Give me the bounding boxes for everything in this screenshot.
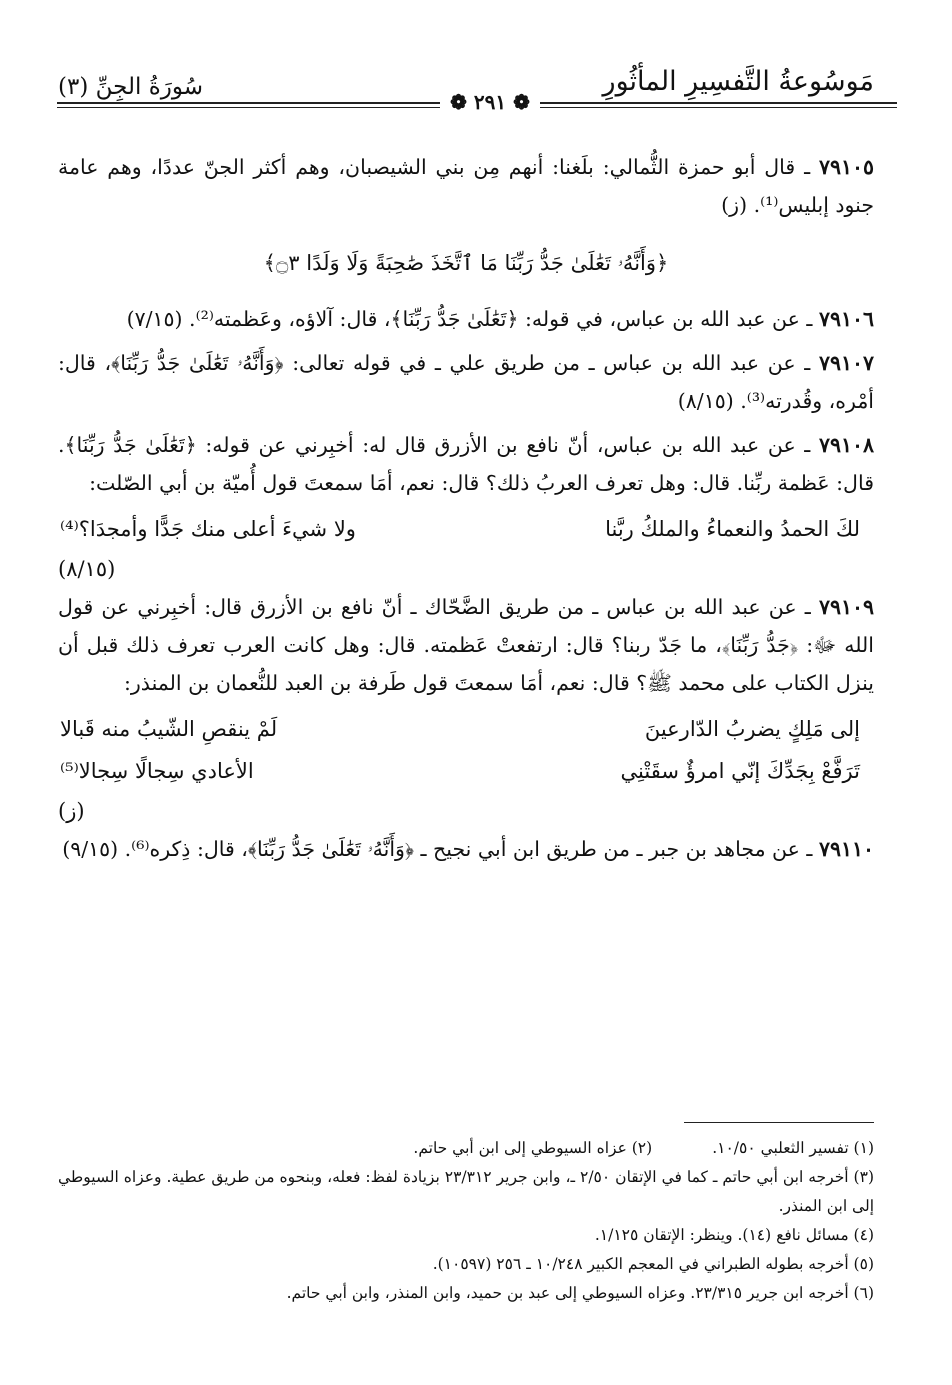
footnotes [58,1134,874,1308]
footnote-3: (٣) أخرجه ابن أبي حاتم ـ كما في الإتقان ٢/٥٠ ـ، وابن جرير ٢٣/٣١٢ بزيادة لفظ: فعله، وبنحوه من طريق عطية. وعزاه السيوطي إلى ابن المنذر. [58,1168,874,1215]
surah-title: سُورَةُ الجِنِّ (٣) [58,74,204,100]
entry-number: ٧٩١٠٨ [818,433,874,457]
entry-number: ٧٩١٠٥ [818,155,874,179]
page-number: ❁ ٢٩١ ❁ [450,90,530,114]
entry-number: ٧٩١١٠ [818,837,874,861]
entry-text: ـ عن عبد الله بن عباس، أنّ نافع بن الأزرق قال له: أخبِرني عن قوله: ﴿تَعَٰلَىٰ جَدُّ رَبِّنَا﴾. قال: عَظمة ربِّنا. قال: وهل تعرف العربُ ذلك؟ قال: نعم، أمَا سمعتَ قول أُميّة بن أبي الصّلت: [58,433,874,495]
footnote-separator [684,1122,874,1123]
verse-second-half: الأعادي سِجالًا سِجالا⁽⁵⁾ [60,759,254,783]
citation: (٨/١٥) [58,557,116,581]
footnote-1: (١) تفسير الثعلبي ١٠/٥٠. [712,1139,874,1157]
poem-umayya [58,508,874,588]
entry-79106 [58,300,874,338]
verse-second-half: لَمْ ينقصِ الشّيبُ منه قَبالا [60,717,278,741]
verse-first-half: تَرَفَّعْ بِجَدِّكَ إنّي امرؤٌ سقَتْنِي [620,759,860,783]
footnote-5: (٥) أخرجه بطوله الطبراني في المعجم الكبير ١٠/٢٤٨ ـ ٢٥٦ (١٠٥٩٧). [432,1255,874,1273]
header-rule-right-thin [540,107,897,108]
entry-text: ـ عن عبد الله بن عباس، في قوله: ﴿تَعَٰلَىٰ جَدُّ رَبِّنَا﴾، قال: آلاؤه، وعَظمته⁽²⁾. (٧/١٥) [126,307,819,331]
footnote-6: (٦) أخرجه ابن جرير ٢٣/٣١٥. وعزاه السيوطي إلى عبد بن حميد، وابن المنذر، وابن أبي حاتم. [286,1284,874,1302]
entry-79109 [58,588,874,702]
entry-text: ـ عن عبد الله بن عباس ـ من طريق علي ـ في قوله تعالى: ﴿وَأَنَّهُۥ تَعَٰلَىٰ جَدُّ رَبِّنَا﴾، قال: أمْره، وقُدرته⁽³⁾. (٨/١٥) [58,351,874,413]
entry-79108 [58,426,874,502]
verse-first-half: إلى مَلِكٍ يضربُ الدّارعينَ [644,717,860,741]
footnote-4: (٤) مسائل نافع (١٤). وينظر: الإتقان ١/١٢٥. [594,1226,874,1244]
header-rule-right [540,102,897,104]
page-body [58,148,874,874]
entry-79110 [58,830,874,868]
verse-first-half: لكَ الحمدُ والنعماءُ والملكُ ربَّنا [605,517,860,541]
header-rule-left [57,102,440,104]
poem-tarafa [58,708,874,830]
header-rule-left-thin [57,107,440,108]
entry-text: ـ قال أبو حمزة الثُّمالي: بلَغنا: أنهم مِن بني الشيصبان، وهم أكثر الجنّ عددًا، وهم عامة جنود إبليس⁽¹⁾. (ز) [58,155,874,217]
citation: (ز) [58,799,85,823]
entry-text: ـ عن مجاهد بن جبر ـ من طريق ابن أبي نجيح ـ ﴿وَأَنَّهُۥ تَعَٰلَىٰ جَدُّ رَبِّنَا﴾، قال: ذِكره⁽⁶⁾. (٩/١٥) [62,837,819,861]
entry-number: ٧٩١٠٦ [818,307,874,331]
footnote-2: (٢) عزاه السيوطي إلى ابن أبي حاتم. [413,1139,653,1157]
entry-number: ٧٩١٠٧ [818,351,874,375]
encyclopedia-title: مَوسُوعةُ التَّفسِيرِ المأثُورِ [602,66,874,97]
verse-second-half: ولا شيءَ أعلى منك جَدًّا وأمجدَا؟⁽⁴⁾ [60,517,356,541]
entry-text: ـ عن عبد الله بن عباس ـ من طريق الضَّحّاك ـ أنّ نافع بن الأزرق قال: أخبِرني عن قول الله ﷻ: ﴿جَدُّ رَبِّنَا﴾، ما جَدّ ربنا؟ قال: ارتفعتْ عَظمته. قال: وهل كانت العرب تعرف ذلك قبل أن ينزل الكتاب على محمد ﷺ؟ قال: نعم، أمَا سمعتَ قول طَرفة بن العبد للنُّعمان بن المنذر: [58,595,874,695]
quran-verse: ﴿وَأَنَّهُۥ تَعَٰلَىٰ جَدُّ رَبِّنَا مَا ٱتَّخَذَ صَٰحِبَةً وَلَا وَلَدًا ۝٣﴾ [263,251,669,275]
entry-79107 [58,344,874,420]
entry-number: ٧٩١٠٩ [818,595,874,619]
entry-79105 [58,148,874,224]
